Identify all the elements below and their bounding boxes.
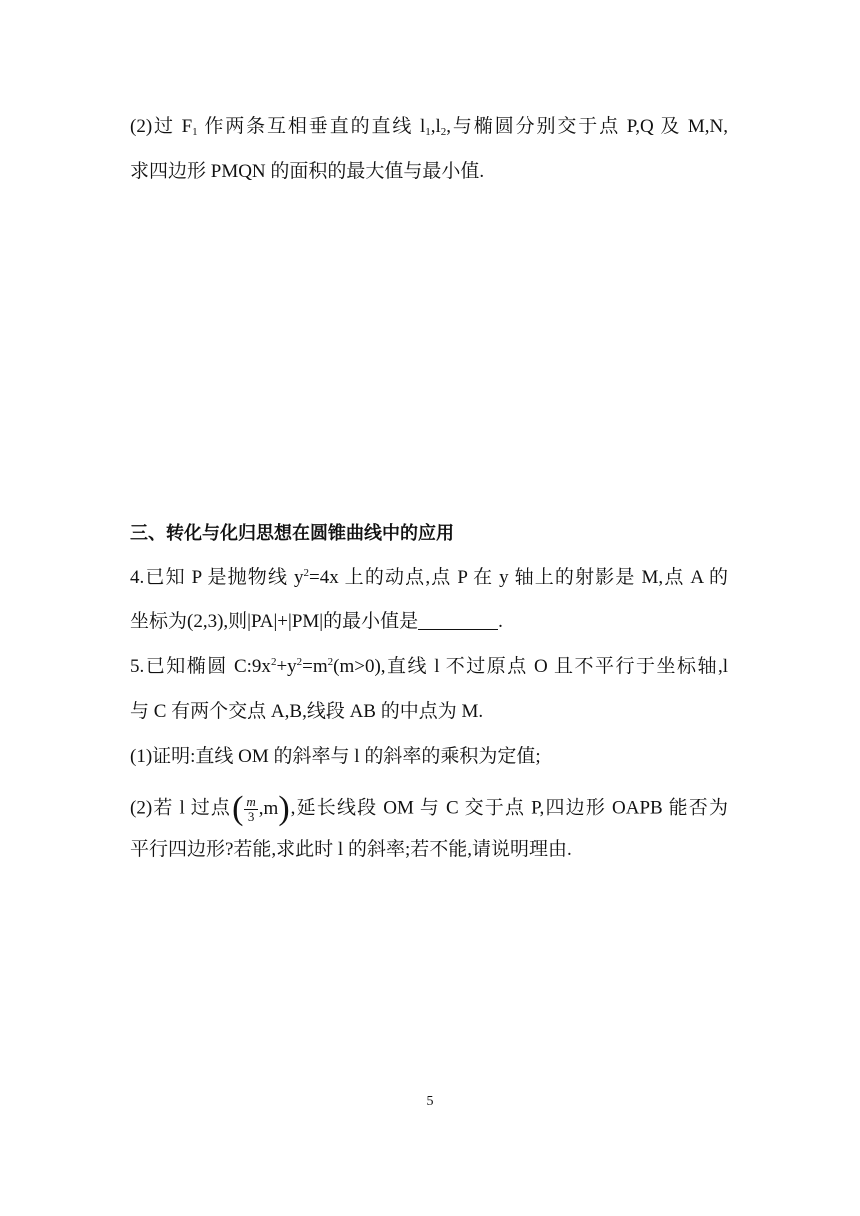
fraction [244, 795, 257, 824]
answer-blank[interactable] [418, 611, 498, 630]
q5-part1: (1)证明:直线 OM 的斜率与 l 的斜率的乘积为定值; [130, 746, 541, 767]
fraction-numerator: m [246, 793, 256, 809]
point-coordinate: ( $\frac{m}{3}$ ,m ) [232, 790, 290, 827]
fraction-denominator: 3 [247, 808, 255, 824]
left-paren: ( [232, 790, 244, 827]
section-heading: 三、转化与化归思想在圆锥曲线中的应用 [130, 523, 454, 544]
page-number: 5 [426, 1094, 434, 1109]
q5-line1: 5.已知椭圆 $C:9x^2+y^2=m^2(m>0)$,直线 l 不过原点 O 且不平行于坐标轴,l [130, 656, 729, 677]
q4-line2: 坐标为(2,3),则|PA|+|PM|的最小值是 . [130, 611, 503, 632]
q5-part2-line2: 平行四边形?若能,求此时 l 的斜率;若不能,请说明理由. [130, 839, 572, 860]
q5-part2-line1: (2)若 l 过点 ( $\frac{m}{3}$ ,m ) ,延长线段 OM 与 C 交于点 P,四边形 OAPB 能否为 [130, 790, 729, 827]
q3-part2-line1: (2)过 $F_1$ 作两条互相垂直的直线 $l_1,l_2$,与椭圆分别交于点 P,Q 及 M,N, [130, 116, 728, 138]
right-paren: ) [278, 790, 290, 827]
q5-line2: 与 C 有两个交点 A,B,线段 AB 的中点为 M. [130, 701, 484, 722]
q4-line1: 4.已知 P 是抛物线 $y^2=4x$ 上的动点,点 P 在 y 轴上的射影是 M,点 A 的 [130, 567, 728, 588]
q3-part2-line2: 求四边形 PMQN 的面积的最大值与最小值. [130, 161, 485, 182]
